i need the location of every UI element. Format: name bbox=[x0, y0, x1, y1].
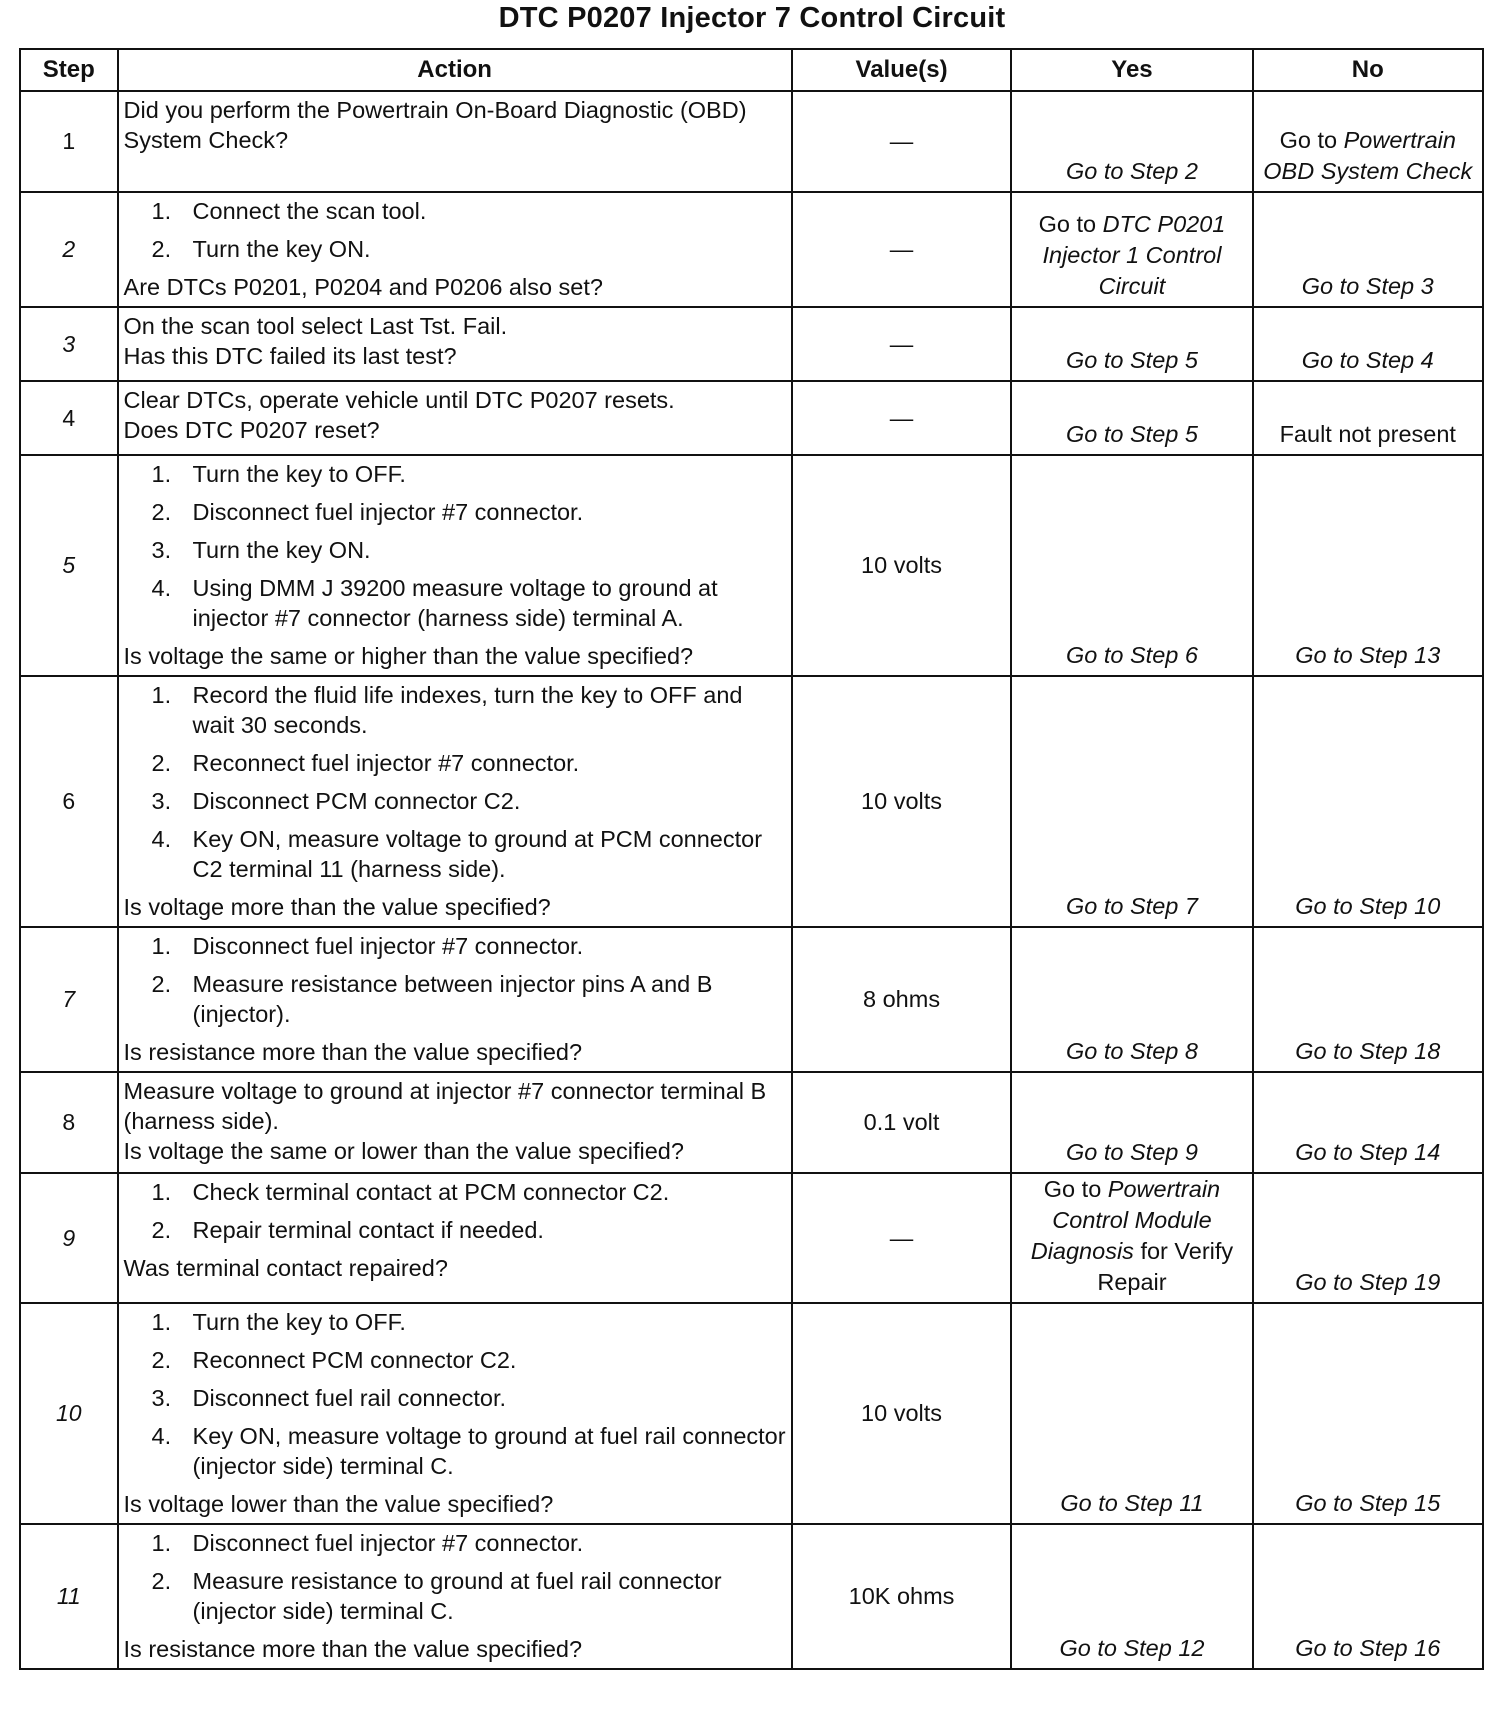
action-step-text: Measure resistance between injector pins A and B (injector). bbox=[192, 971, 713, 1027]
action-steps-list bbox=[124, 680, 787, 884]
action-step-item bbox=[124, 234, 787, 264]
outcome-text: Go to Step 11 bbox=[1060, 1490, 1204, 1516]
action-step-item bbox=[124, 1421, 787, 1481]
outcome-text: Go to Step 3 bbox=[1301, 273, 1434, 299]
action-step-number: 4. bbox=[151, 575, 172, 601]
action-step-number: 3. bbox=[151, 1385, 172, 1411]
action-step-number: 1. bbox=[151, 198, 172, 224]
table-row bbox=[20, 307, 1483, 381]
action-step-number: 2. bbox=[151, 236, 172, 262]
table-row bbox=[20, 1072, 1483, 1173]
action-step-item bbox=[124, 196, 787, 226]
action-cell bbox=[118, 676, 792, 927]
action-cell bbox=[118, 192, 792, 307]
action-step-item bbox=[124, 680, 787, 740]
value-cell: — bbox=[792, 1173, 1012, 1303]
action-step-text: Check terminal contact at PCM connector C2. bbox=[192, 1179, 670, 1205]
action-cell bbox=[118, 927, 792, 1072]
page-title: DTC P0207 Injector 7 Control Circuit bbox=[498, 2, 1006, 34]
action-step-item bbox=[124, 1177, 787, 1207]
table-row bbox=[20, 1524, 1483, 1669]
action-step-text: Key ON, measure voltage to ground at PCM connector C2 terminal 11 (harness side). bbox=[192, 826, 763, 882]
table-row bbox=[20, 192, 1483, 307]
action-step-item bbox=[124, 535, 787, 565]
action-text: On the scan tool select Last Tst. Fail. bbox=[123, 313, 508, 339]
action-question: Is voltage the same or higher than the value specified? bbox=[123, 643, 694, 669]
table-row bbox=[20, 381, 1483, 455]
outcome-text: Go to Step 12 bbox=[1059, 1635, 1205, 1661]
value-cell: 10 volts bbox=[792, 676, 1012, 927]
outcome-text: Go to Step 19 bbox=[1295, 1269, 1441, 1295]
value-cell: 10 volts bbox=[792, 1303, 1012, 1524]
action-step-item bbox=[124, 1215, 787, 1245]
action-step-text: Record the fluid life indexes, turn the key to OFF and wait 30 seconds. bbox=[192, 682, 743, 738]
no-cell bbox=[1253, 927, 1483, 1072]
action-step-item bbox=[124, 459, 787, 489]
value-cell: 10K ohms bbox=[792, 1524, 1012, 1669]
table-row bbox=[20, 1173, 1483, 1303]
outcome-text: Go to Step 7 bbox=[1065, 893, 1198, 919]
action-step-text: Disconnect fuel rail connector. bbox=[192, 1385, 507, 1411]
action-step-item bbox=[124, 573, 787, 633]
no-cell bbox=[1253, 192, 1483, 307]
header-yes: Yes bbox=[1011, 49, 1252, 91]
no-cell bbox=[1253, 381, 1483, 455]
yes-cell bbox=[1011, 1524, 1252, 1669]
action-step-item bbox=[124, 824, 787, 884]
outcome-text: Go to Step 5 bbox=[1065, 421, 1198, 447]
table-row bbox=[20, 1303, 1483, 1524]
outcome-text: Go to Step 18 bbox=[1295, 1038, 1441, 1064]
outcome-text: Go to Step 14 bbox=[1295, 1139, 1441, 1165]
action-steps-list bbox=[124, 1528, 787, 1626]
action-step-number: 3. bbox=[151, 788, 172, 814]
step-number: 1 bbox=[20, 91, 118, 192]
outcome-text: Go to Step 6 bbox=[1065, 642, 1198, 668]
no-cell bbox=[1253, 91, 1483, 192]
outcome-goto-label: Go to bbox=[1279, 127, 1338, 153]
action-step-number: 2. bbox=[151, 499, 172, 525]
action-step-item bbox=[124, 786, 787, 816]
action-step-text: Disconnect PCM connector C2. bbox=[192, 788, 521, 814]
action-step-item bbox=[124, 1528, 787, 1558]
step-number: 4 bbox=[20, 381, 118, 455]
dtc-table bbox=[19, 48, 1484, 1670]
action-step-text: Repair terminal contact if needed. bbox=[192, 1217, 544, 1243]
outcome-text: Go to Step 8 bbox=[1065, 1038, 1198, 1064]
outcome-reference: DTC P0201 Injector 1 Control Circuit bbox=[1042, 211, 1226, 299]
outcome-text: Fault not present bbox=[1279, 421, 1456, 447]
step-number: 9 bbox=[20, 1173, 118, 1303]
action-steps-list bbox=[124, 1307, 787, 1481]
outcome-reference: Powertrain OBD System Check bbox=[1263, 127, 1473, 184]
action-cell bbox=[118, 1303, 792, 1524]
step-number: 3 bbox=[20, 307, 118, 381]
action-step-number: 2. bbox=[151, 750, 172, 776]
action-step-number: 3. bbox=[151, 537, 172, 563]
action-step-text: Disconnect fuel injector #7 connector. bbox=[192, 499, 584, 525]
header-action: Action bbox=[118, 49, 792, 91]
value-cell: — bbox=[792, 91, 1012, 192]
table-row bbox=[20, 927, 1483, 1072]
outcome-text: Go to Step 9 bbox=[1065, 1139, 1198, 1165]
step-number: 6 bbox=[20, 676, 118, 927]
action-step-item bbox=[124, 931, 787, 961]
outcome-text: Go to Step 15 bbox=[1295, 1490, 1441, 1516]
yes-cell bbox=[1011, 676, 1252, 927]
yes-cell bbox=[1011, 1072, 1252, 1173]
action-step-text: Disconnect fuel injector #7 connector. bbox=[192, 1530, 584, 1556]
action-step-number: 1. bbox=[151, 682, 172, 708]
no-cell bbox=[1253, 1303, 1483, 1524]
action-text: Did you perform the Powertrain On-Board Diagnostic (OBD) System Check? bbox=[123, 97, 747, 153]
action-step-item bbox=[124, 969, 787, 1029]
action-cell bbox=[118, 1072, 792, 1173]
action-step-number: 2. bbox=[151, 1568, 172, 1594]
value-cell: — bbox=[792, 192, 1012, 307]
value-cell: 10 volts bbox=[792, 455, 1012, 676]
outcome-text: Go to Step 2 bbox=[1065, 158, 1198, 184]
yes-cell bbox=[1011, 381, 1252, 455]
header-step: Step bbox=[20, 49, 118, 91]
action-step-item bbox=[124, 1566, 787, 1626]
action-question: Are DTCs P0201, P0204 and P0206 also set? bbox=[123, 274, 603, 300]
step-number: 10 bbox=[20, 1303, 118, 1524]
step-number: 2 bbox=[20, 192, 118, 307]
no-cell bbox=[1253, 1173, 1483, 1303]
action-step-number: 1. bbox=[151, 1309, 172, 1335]
action-step-text: Turn the key to OFF. bbox=[192, 1309, 406, 1335]
outcome-text: Go to Step 5 bbox=[1065, 347, 1198, 373]
action-question: Was terminal contact repaired? bbox=[123, 1255, 448, 1281]
action-steps-list bbox=[124, 459, 787, 633]
action-step-item bbox=[124, 1345, 787, 1375]
action-step-text: Reconnect PCM connector C2. bbox=[192, 1347, 517, 1373]
table-header-row bbox=[20, 49, 1483, 91]
action-steps-list bbox=[124, 1177, 787, 1245]
action-step-text: Turn the key to OFF. bbox=[192, 461, 406, 487]
action-question: Is voltage more than the value specified? bbox=[123, 894, 551, 920]
step-number: 11 bbox=[20, 1524, 118, 1669]
action-cell bbox=[118, 91, 792, 192]
action-step-item bbox=[124, 1383, 787, 1413]
no-cell bbox=[1253, 307, 1483, 381]
action-step-number: 4. bbox=[151, 1423, 172, 1449]
yes-cell bbox=[1011, 1173, 1252, 1303]
action-step-text: Connect the scan tool. bbox=[192, 198, 427, 224]
action-question: Has this DTC failed its last test? bbox=[123, 343, 457, 369]
outcome-text: Go to Step 4 bbox=[1301, 347, 1434, 373]
action-step-text: Using DMM J 39200 measure voltage to ground at injector #7 connector (harness side) terminal A. bbox=[192, 575, 718, 631]
no-cell bbox=[1253, 1524, 1483, 1669]
yes-cell bbox=[1011, 307, 1252, 381]
action-question: Is resistance more than the value specified? bbox=[123, 1039, 583, 1065]
outcome-suffix: for Verify Repair bbox=[1097, 1238, 1234, 1295]
action-step-number: 2. bbox=[151, 1347, 172, 1373]
action-steps-list bbox=[124, 196, 787, 264]
step-number: 5 bbox=[20, 455, 118, 676]
action-cell bbox=[118, 1173, 792, 1303]
table-row bbox=[20, 455, 1483, 676]
action-cell bbox=[118, 381, 792, 455]
action-question: Is resistance more than the value specified? bbox=[123, 1636, 583, 1662]
value-cell: 0.1 volt bbox=[792, 1072, 1012, 1173]
action-question: Is voltage lower than the value specified? bbox=[123, 1491, 554, 1517]
yes-cell bbox=[1011, 927, 1252, 1072]
action-cell bbox=[118, 1524, 792, 1669]
outcome-text: Go to Step 16 bbox=[1295, 1635, 1441, 1661]
action-step-number: 2. bbox=[151, 971, 172, 997]
action-step-text: Measure resistance to ground at fuel rail connector (injector side) terminal C. bbox=[192, 1568, 722, 1624]
action-step-number: 1. bbox=[151, 1179, 172, 1205]
header-values: Value(s) bbox=[792, 49, 1012, 91]
action-step-number: 4. bbox=[151, 826, 172, 852]
action-text: Measure voltage to ground at injector #7 connector terminal B (harness side). bbox=[123, 1078, 767, 1134]
action-step-number: 1. bbox=[151, 1530, 172, 1556]
action-step-item bbox=[124, 748, 787, 778]
table-row bbox=[20, 91, 1483, 192]
no-cell bbox=[1253, 676, 1483, 927]
outcome-text: Go to Step 13 bbox=[1295, 642, 1441, 668]
action-step-number: 1. bbox=[151, 461, 172, 487]
action-step-text: Turn the key ON. bbox=[192, 537, 371, 563]
action-step-text: Reconnect fuel injector #7 connector. bbox=[192, 750, 580, 776]
action-text: Clear DTCs, operate vehicle until DTC P0207 resets. bbox=[123, 387, 675, 413]
yes-cell bbox=[1011, 192, 1252, 307]
table-body bbox=[20, 91, 1483, 1669]
action-step-number: 2. bbox=[151, 1217, 172, 1243]
yes-cell bbox=[1011, 1303, 1252, 1524]
no-cell bbox=[1253, 1072, 1483, 1173]
action-steps-list bbox=[124, 931, 787, 1029]
action-question: Does DTC P0207 reset? bbox=[123, 417, 380, 443]
outcome-text: Go to Step 10 bbox=[1295, 893, 1441, 919]
action-step-item bbox=[124, 497, 787, 527]
action-question: Is voltage the same or lower than the value specified? bbox=[123, 1138, 684, 1164]
outcome-goto-label: Go to bbox=[1038, 211, 1097, 237]
no-cell bbox=[1253, 455, 1483, 676]
action-cell bbox=[118, 455, 792, 676]
action-step-number: 1. bbox=[151, 933, 172, 959]
value-cell: 8 ohms bbox=[792, 927, 1012, 1072]
yes-cell bbox=[1011, 91, 1252, 192]
step-number: 7 bbox=[20, 927, 118, 1072]
action-step-text: Turn the key ON. bbox=[192, 236, 371, 262]
value-cell: — bbox=[792, 307, 1012, 381]
action-cell bbox=[118, 307, 792, 381]
value-cell: — bbox=[792, 381, 1012, 455]
outcome-goto-label: Go to bbox=[1043, 1176, 1102, 1202]
table-row bbox=[20, 676, 1483, 927]
outcome-reference: Powertrain Control Module Diagnosis bbox=[1030, 1176, 1221, 1264]
action-step-text: Key ON, measure voltage to ground at fuel rail connector (injector side) terminal C. bbox=[192, 1423, 786, 1479]
step-number: 8 bbox=[20, 1072, 118, 1173]
action-step-item bbox=[124, 1307, 787, 1337]
yes-cell bbox=[1011, 455, 1252, 676]
header-no: No bbox=[1253, 49, 1483, 91]
action-step-text: Disconnect fuel injector #7 connector. bbox=[192, 933, 584, 959]
